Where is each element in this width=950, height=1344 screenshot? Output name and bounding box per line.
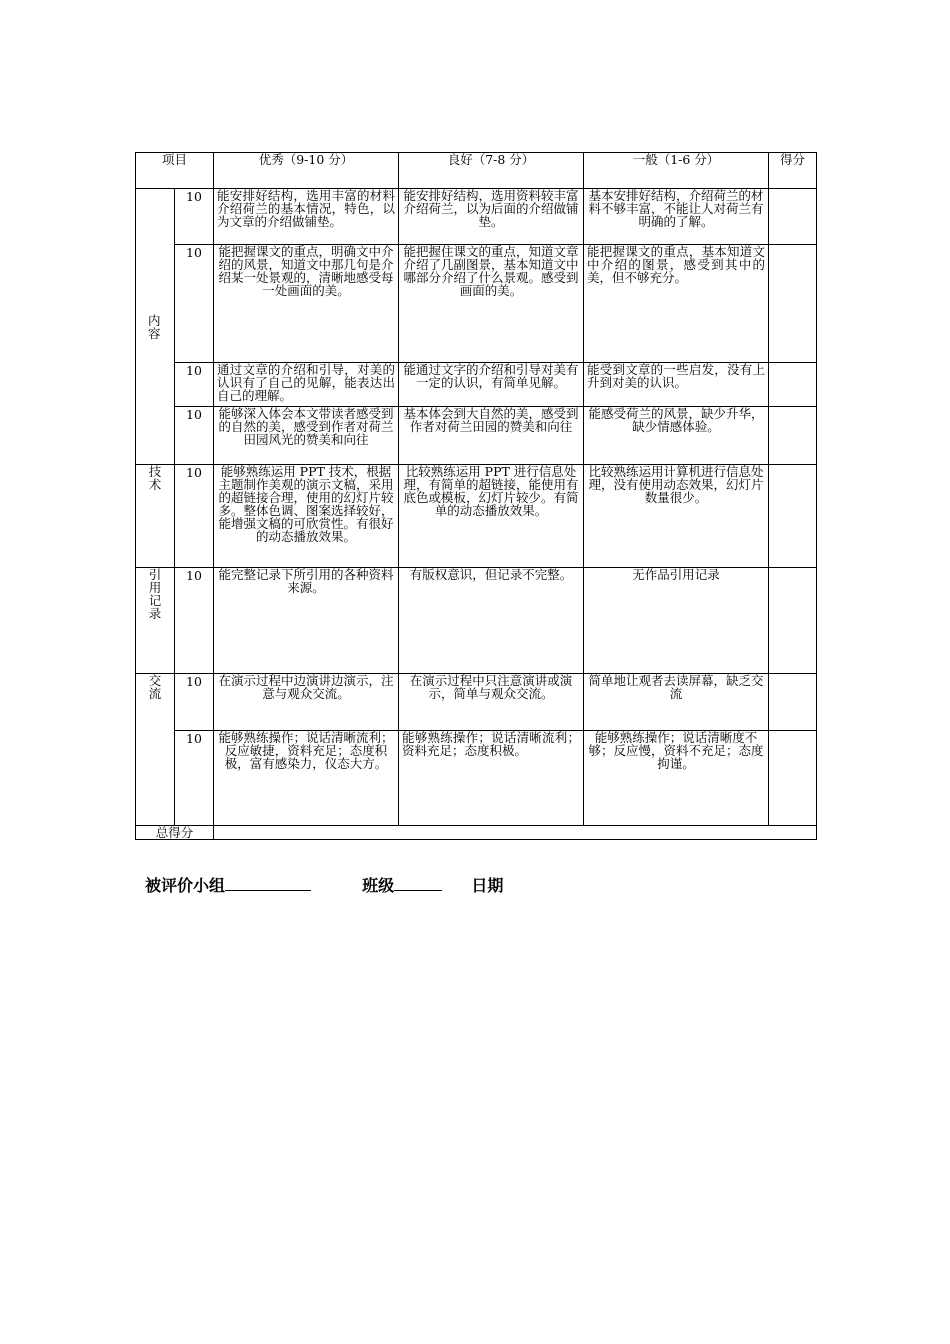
excellent-cell: 在演示过程中边演讲边演示，注意与观众交流。 bbox=[214, 674, 399, 731]
score-cell[interactable] bbox=[769, 465, 817, 568]
excellent-cell: 能够深入体会本文带读者感受到的自然的美，感受到作者对荷兰田园风光的赞美和向往 bbox=[214, 407, 399, 465]
total-score-cell[interactable] bbox=[214, 826, 817, 840]
average-cell: 能够熟练操作；说话清晰度不够；反应慢，资料不充足；态度拘谨。 bbox=[584, 731, 769, 826]
good-cell: 在演示过程中只注意演讲或演示，简单与观众交流。 bbox=[399, 674, 584, 731]
table-row bbox=[136, 731, 817, 826]
header-item: 项目 bbox=[136, 153, 214, 189]
class-label: 班级 bbox=[362, 876, 395, 895]
score-cell[interactable] bbox=[769, 189, 817, 245]
average-cell: 简单地让观者去读屏幕，缺乏交流 bbox=[584, 674, 769, 731]
average-cell: 比较熟练运用计算机进行信息处理，没有使用动态效果，幻灯片数量很少。 bbox=[584, 465, 769, 568]
footer bbox=[145, 873, 503, 896]
total-label: 总得分 bbox=[136, 826, 214, 840]
points-cell: 10 bbox=[175, 568, 214, 674]
points-cell: 10 bbox=[175, 674, 214, 731]
average-cell: 能感受荷兰的风景，缺少升华，缺少情感体验。 bbox=[584, 407, 769, 465]
average-cell: 无作品引用记录 bbox=[584, 568, 769, 674]
header-row bbox=[136, 153, 817, 189]
points-cell: 10 bbox=[175, 363, 214, 407]
score-cell[interactable] bbox=[769, 363, 817, 407]
category-tech: 技 术 bbox=[136, 465, 175, 568]
header-average: 一般（1-6 分） bbox=[584, 153, 769, 189]
table-row bbox=[136, 363, 817, 407]
points-cell: 10 bbox=[175, 465, 214, 568]
good-cell: 比较熟练运用 PPT 进行信息处理，有简单的超链接，能使用有底色或模板，幻灯片较少。有简单的动态播放效果。 bbox=[399, 465, 584, 568]
evaluation-table bbox=[135, 152, 817, 840]
excellent-cell: 能完整记录下所引用的各种资料来源。 bbox=[214, 568, 399, 674]
table-row bbox=[136, 568, 817, 674]
points-cell: 10 bbox=[175, 407, 214, 465]
table-row bbox=[136, 407, 817, 465]
date-label: 日期 bbox=[471, 876, 504, 895]
header-good: 良好（7-8 分） bbox=[399, 153, 584, 189]
excellent-cell: 能安排好结构，选用丰富的材料介绍荷兰的基本情况，特色，以为文章的介绍做铺垫。 bbox=[214, 189, 399, 245]
good-cell: 能够熟练操作；说话清晰流利；资料充足；态度积极。 bbox=[399, 731, 584, 826]
category-content: 内 容 bbox=[136, 189, 175, 465]
score-cell[interactable] bbox=[769, 245, 817, 363]
points-cell: 10 bbox=[175, 245, 214, 363]
table-row bbox=[136, 245, 817, 363]
class-blank[interactable] bbox=[394, 876, 442, 891]
table-row bbox=[136, 189, 817, 245]
score-cell[interactable] bbox=[769, 568, 817, 674]
excellent-cell: 通过文章的介绍和引导，对美的认识有了自己的见解，能表达出自己的理解。 bbox=[214, 363, 399, 407]
score-cell[interactable] bbox=[769, 674, 817, 731]
header-score: 得分 bbox=[769, 153, 817, 189]
average-cell: 能把握课文的重点，基本知道文中介绍的图景，感受到其中的美，但不够充分。 bbox=[584, 245, 769, 363]
excellent-cell: 能够熟练运用 PPT 技术，根据主题制作美观的演示文稿，采用的超链接合理，使用的幻灯片较多。整体色调、图案选择较好，能增强文稿的可欣赏性。有很好的动态播放效果。 bbox=[214, 465, 399, 568]
score-cell[interactable] bbox=[769, 407, 817, 465]
group-label: 被评价小组 bbox=[145, 876, 226, 895]
score-cell[interactable] bbox=[769, 731, 817, 826]
points-cell: 10 bbox=[175, 189, 214, 245]
table-row bbox=[136, 674, 817, 731]
good-cell: 有版权意识，但记录不完整。 bbox=[399, 568, 584, 674]
group-blank[interactable] bbox=[225, 876, 311, 891]
average-cell: 基本安排好结构，介绍荷兰的材料不够丰富，不能让人对荷兰有明确的了解。 bbox=[584, 189, 769, 245]
category-citation: 引 用 记 录 bbox=[136, 568, 175, 674]
table-row bbox=[136, 465, 817, 568]
good-cell: 能通过文字的介绍和引导对美有一定的认识，有简单见解。 bbox=[399, 363, 584, 407]
good-cell: 基本体会到大自然的美，感受到作者对荷兰田园的赞美和向往 bbox=[399, 407, 584, 465]
good-cell: 能把握住课文的重点，知道文章介绍了几副图景，基本知道文中哪部分介绍了什么景观。感受到画面的美。 bbox=[399, 245, 584, 363]
average-cell: 能受到文章的一些启发，没有上升到对美的认识。 bbox=[584, 363, 769, 407]
excellent-cell: 能够熟练操作；说话清晰流利；反应敏捷，资料充足；态度积极，富有感染力，仪态大方。 bbox=[214, 731, 399, 826]
header-excellent: 优秀（9-10 分） bbox=[214, 153, 399, 189]
good-cell: 能安排好结构，选用资料较丰富介绍荷兰，以为后面的介绍做铺垫。 bbox=[399, 189, 584, 245]
points-cell: 10 bbox=[175, 731, 214, 826]
total-row bbox=[136, 826, 817, 840]
category-communication: 交 流 bbox=[136, 674, 175, 826]
excellent-cell: 能把握课文的重点，明确文中介绍的风景，知道文中那几句是介绍某一处景观的，清晰地感受每一处画面的美。 bbox=[214, 245, 399, 363]
